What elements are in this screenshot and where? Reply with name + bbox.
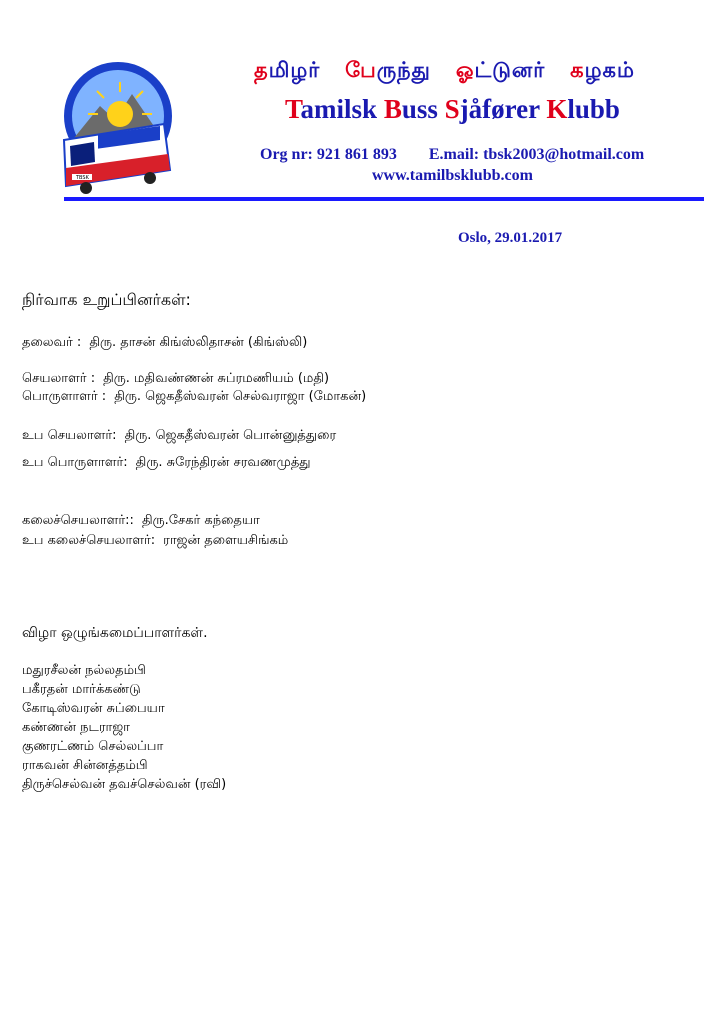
member-role: உப செயலாளர்: bbox=[22, 428, 117, 443]
board-title: நிர்வாக உறுப்பினர்கள்: bbox=[22, 290, 191, 309]
member-name: ராஜன் தளையசிங்கம் bbox=[163, 533, 289, 548]
organizer-item: கண்ணன் நடராஜா bbox=[22, 720, 130, 735]
organizers-title: விழா ஒழுங்கமைப்பாளர்கள். bbox=[22, 625, 208, 641]
title-initial: B bbox=[383, 94, 402, 124]
title-initial: S bbox=[444, 94, 460, 124]
title-word-rest: uss bbox=[401, 94, 438, 124]
organizer-item: திருச்செல்வன் தவச்செல்வன் (ரவி) bbox=[22, 777, 227, 792]
email-address[interactable]: E.mail: tbsk2003@hotmail.com bbox=[428, 146, 645, 163]
member-name: திரு.சேகர் கந்தையா bbox=[141, 513, 260, 528]
club-logo bbox=[60, 58, 178, 200]
title-initial: ஓ bbox=[455, 58, 475, 82]
title-initial: த bbox=[254, 58, 269, 82]
club-name-latin bbox=[285, 94, 620, 125]
board-member bbox=[22, 513, 260, 529]
bus-logo-icon bbox=[60, 58, 178, 200]
document-date: Oslo, 29.01.2017 bbox=[458, 230, 563, 246]
board-member bbox=[22, 389, 366, 405]
member-role: தலைவர் : bbox=[22, 335, 82, 350]
contact-line bbox=[260, 146, 644, 164]
title-word-rest: lubb bbox=[567, 94, 620, 124]
board-member bbox=[22, 533, 288, 549]
organizer-item: மதுரசீலன் நல்லதம்பி bbox=[22, 663, 146, 678]
title-word-rest: ருந்து bbox=[376, 58, 431, 82]
member-role: உப கலைச்செயலாளர்: bbox=[22, 533, 156, 548]
member-role: செயலாளர் : bbox=[22, 371, 96, 386]
member-role: கலைச்செயலாளர்:: bbox=[22, 513, 134, 528]
member-role: பொருளாளர் : bbox=[22, 389, 107, 404]
org-number: Org nr: 921 861 893 bbox=[260, 146, 397, 163]
board-member bbox=[22, 371, 329, 387]
title-word-rest: amilsk bbox=[300, 94, 378, 124]
organizer-item: கோடிஸ்வரன் சுப்பையா bbox=[22, 701, 165, 716]
board-member bbox=[22, 428, 336, 444]
organizer-item: பகீரதன் மார்க்கண்டு bbox=[22, 682, 141, 697]
organizer-item: ராகவன் சின்னத்தம்பி bbox=[22, 758, 148, 773]
member-role: உப பொருளாளர்: bbox=[22, 455, 128, 470]
member-name: திரு. ஜெகதீஸ்வரன் செல்வராஜா (மோகன்) bbox=[114, 389, 367, 404]
title-word-rest: ட்டுனர் bbox=[474, 58, 546, 82]
website-link[interactable]: www.tamilbsklubb.com bbox=[372, 167, 533, 184]
svg-text:TBSK: TBSK bbox=[76, 175, 89, 181]
club-name-tamil bbox=[254, 58, 674, 85]
title-word-rest: ழகம் bbox=[584, 58, 635, 82]
title-initial: T bbox=[285, 94, 301, 124]
title-initial: K bbox=[546, 94, 568, 124]
board-member bbox=[22, 335, 307, 351]
header-divider bbox=[64, 197, 704, 201]
organizer-item: குணரட்ணம் செல்லப்பா bbox=[22, 739, 164, 754]
member-name: திரு. சுரேந்திரன் சரவணமுத்து bbox=[135, 455, 311, 470]
title-word-rest: மிழர் bbox=[268, 58, 321, 82]
board-member bbox=[22, 455, 311, 471]
title-word-rest: jåfører bbox=[459, 94, 540, 124]
title-initial: பே bbox=[345, 58, 377, 82]
member-name: திரு. தாசன் கிங்ஸ்லிதாசன் (கிங்ஸ்லி) bbox=[89, 335, 308, 350]
member-name: திரு. மதிவண்ணன் சுப்ரமணியம் (மதி) bbox=[103, 371, 330, 386]
title-initial: க bbox=[570, 58, 585, 82]
member-name: திரு. ஜெகதீஸ்வரன் பொன்னுத்துரை bbox=[124, 428, 337, 443]
